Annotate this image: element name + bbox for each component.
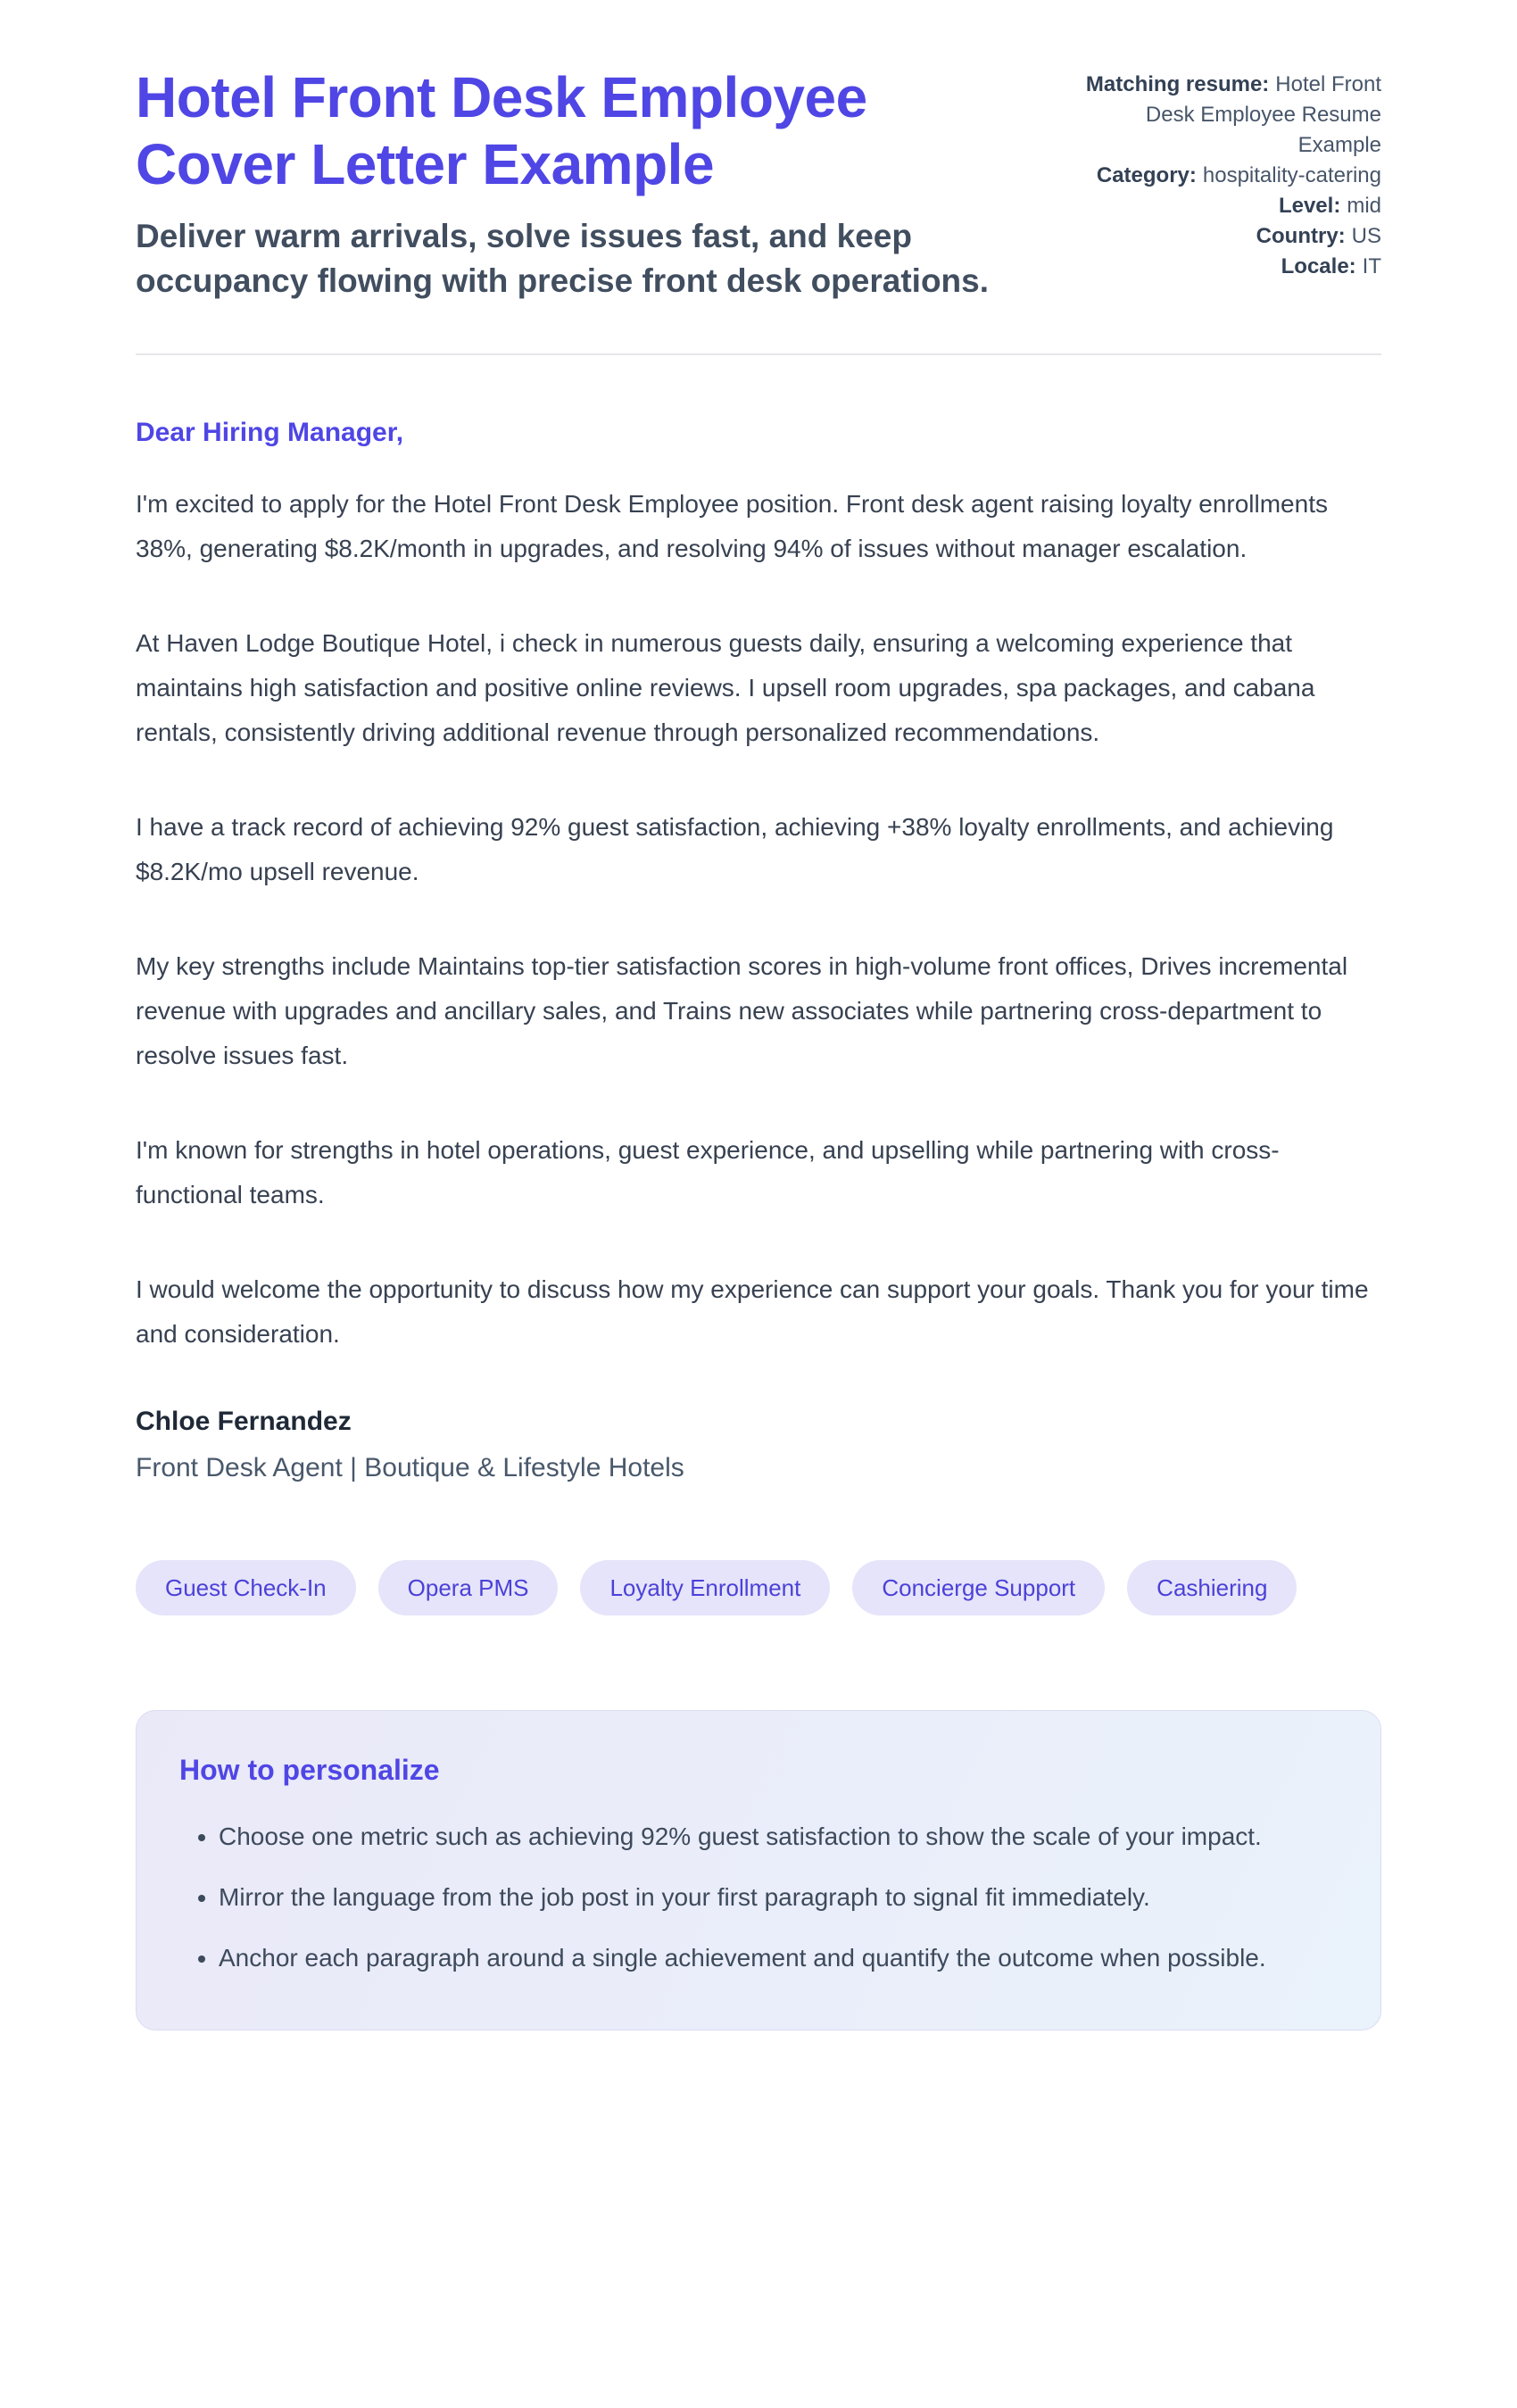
letter-paragraph: I'm known for strengths in hotel operations, guest experience, and upselling while partnering with cross-functional teams.: [136, 1135, 1280, 1208]
letter-paragraph: At Haven Lodge Boutique Hotel, i check in numerous guests daily, ensuring a welcoming experience that maintains high satisfaction and positive online reviews. I upsell room upgrades, spa packages, and cabana rentals, consistently driving additional revenue through personalized recommendations.: [136, 628, 1315, 746]
tag-cashiering[interactable]: Cashiering: [1127, 1560, 1297, 1615]
page-subtitle: Deliver warm arrivals, solve issues fast, and keep occupancy flowing with precise front desk operations.: [136, 217, 990, 299]
meta-value: mid: [1347, 194, 1381, 219]
meta-value: hospitality-catering: [1202, 163, 1381, 188]
letter-greeting: Dear Hiring Manager,: [136, 417, 404, 447]
tag-loyalty-enrollment[interactable]: Loyalty Enrollment: [580, 1560, 830, 1615]
tag-opera-pms[interactable]: Opera PMS: [378, 1560, 559, 1615]
meta-value: US: [1351, 224, 1381, 249]
meta-row-category: [1069, 161, 1381, 191]
meta-row-locale: [1069, 252, 1381, 282]
tag-guest-check-in[interactable]: Guest Check-In: [136, 1560, 356, 1615]
letter-body: [136, 482, 1381, 1357]
meta-label: Level:: [1278, 194, 1341, 219]
skill-tags: [136, 1560, 1381, 1615]
header: [136, 64, 1381, 303]
header-title-block: [136, 64, 1019, 303]
meta-row-country: [1069, 221, 1381, 252]
meta-label: Country:: [1256, 224, 1346, 249]
personalize-bullet: • Mirror the language from the job post in your first paragraph to signal fit immediately.: [219, 1874, 1338, 1921]
tag-concierge-support[interactable]: Concierge Support: [852, 1560, 1105, 1615]
letter-paragraph: I have a track record of achieving 92% guest satisfaction, achieving +38% loyalty enrollments, and achieving $8.2K/mo upsell revenue.: [136, 812, 1334, 885]
letter-paragraph: I'm excited to apply for the Hotel Front Desk Employee position. Front desk agent raising loyalty enrollments 38%, generating $8.2K/month in upgrades, and resolving 94% of issues without manager escalation.: [136, 489, 1328, 562]
meta-value: IT: [1362, 254, 1381, 279]
meta-value: Hotel Front Desk Employee Resume Example: [1145, 72, 1381, 158]
personalize-title: How to personalize: [179, 1753, 440, 1786]
letter-paragraph: My key strengths include Maintains top-tier satisfaction scores in high-volume front offices, Drives incremental revenue with upgrades and ancillary sales, and Trains new associates while partnering cross-department to resolve issues fast.: [136, 951, 1348, 1069]
signature-block: [136, 1407, 1381, 1483]
personalize-bullet: • Anchor each paragraph around a single achievement and quantify the outcome when possible.: [219, 1935, 1338, 1981]
signature-name: Chloe Fernandez: [136, 1406, 352, 1436]
meta-block: [1069, 64, 1381, 283]
meta-row-matching-resume: [1069, 70, 1381, 161]
meta-label: Locale:: [1281, 254, 1356, 279]
signature-role: Front Desk Agent | Boutique & Lifestyle Hotels: [136, 1452, 684, 1482]
meta-row-level: [1069, 191, 1381, 221]
personalize-list: [179, 1814, 1338, 1981]
meta-label: Matching resume:: [1085, 72, 1270, 96]
personalize-bullet: • Choose one metric such as achieving 92% guest satisfaction to show the scale of your impact.: [219, 1814, 1338, 1860]
letter-paragraph: I would welcome the opportunity to discuss how my experience can support your goals. Thank you for your time and consideration.: [136, 1275, 1369, 1348]
page-title: Hotel Front Desk Employee Cover Letter Example: [136, 65, 867, 196]
meta-label: Category:: [1096, 163, 1197, 188]
header-divider: [136, 353, 1381, 355]
personalize-box: [136, 1710, 1381, 2030]
